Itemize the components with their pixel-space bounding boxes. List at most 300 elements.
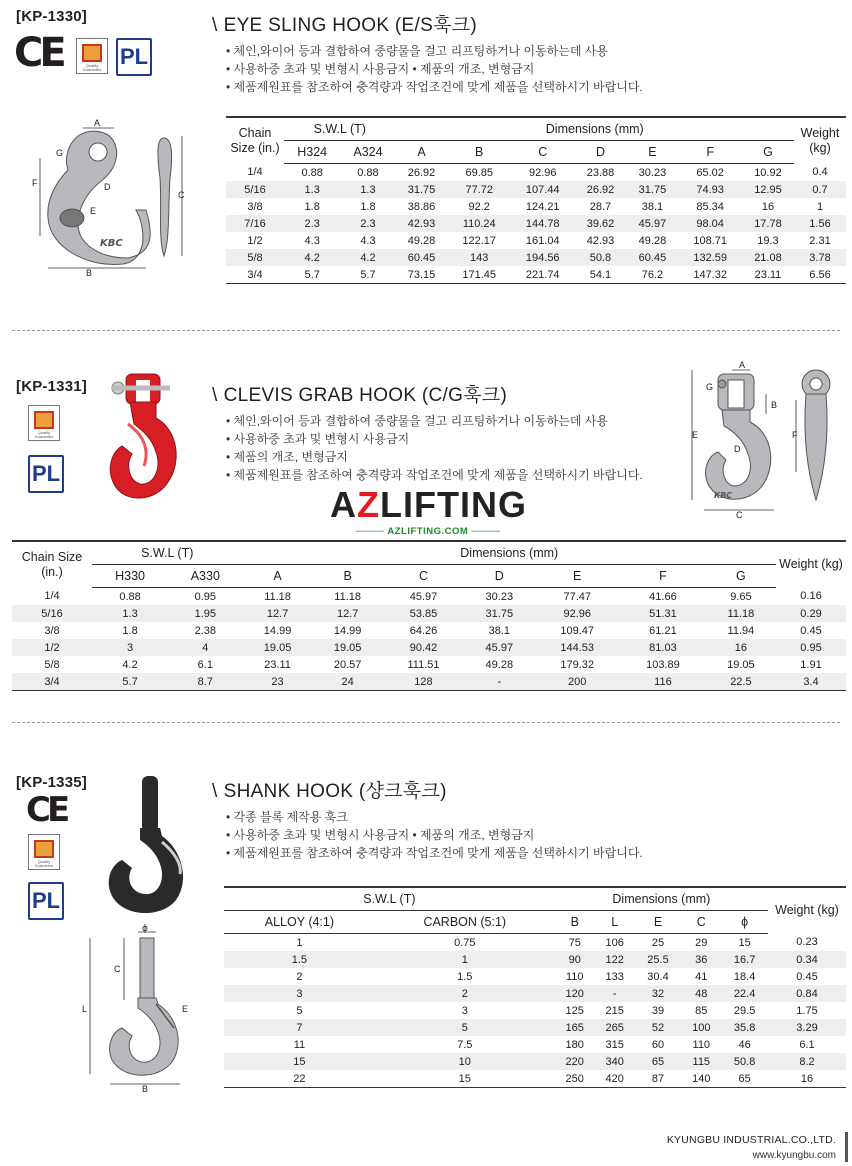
table-row bbox=[226, 181, 846, 198]
table-cell: 132.59 bbox=[678, 249, 742, 266]
col-header-weight: Weight (kg) bbox=[776, 541, 846, 588]
table-cell: 2 bbox=[375, 985, 555, 1002]
table-row bbox=[224, 1019, 846, 1036]
table-cell: 85.34 bbox=[696, 200, 724, 213]
product-notes-kp1335 bbox=[226, 808, 643, 862]
product-title-kp1330: \ EYE SLING HOOK (E/S훅크) bbox=[212, 15, 478, 36]
col-header-swl: S.W.L (T) bbox=[92, 541, 243, 565]
col-subheader: H330 bbox=[92, 565, 168, 588]
table-cell: 7 bbox=[224, 1019, 375, 1036]
table-cell: 29 bbox=[695, 936, 708, 949]
product-code-kp1330: [KP-1330] bbox=[16, 8, 87, 25]
table-row bbox=[224, 1070, 846, 1088]
col-header-swl: S.W.L (T) bbox=[284, 117, 396, 141]
svg-text:C: C bbox=[736, 510, 743, 520]
svg-text:ϕ: ϕ bbox=[142, 924, 148, 934]
table-cell: 60.45 bbox=[626, 249, 678, 266]
col-subheader: CARBON (5:1) bbox=[375, 911, 555, 934]
product-title-kp1331: \ CLEVIS GRAB HOOK (C/G훅크) bbox=[212, 385, 508, 406]
table-cell: 109.47 bbox=[560, 624, 595, 637]
table-row bbox=[12, 588, 846, 606]
table-row bbox=[12, 639, 846, 656]
table-cell: 32 bbox=[635, 985, 682, 1002]
table-cell: 1.75 bbox=[796, 1004, 818, 1017]
table-cell: 26.92 bbox=[575, 181, 627, 198]
table-cell: 3 bbox=[92, 639, 168, 656]
table-cell: 2 bbox=[296, 970, 303, 983]
table-row bbox=[224, 985, 846, 1002]
table-cell: 1.3 bbox=[92, 605, 168, 622]
shank-hook-photo bbox=[100, 772, 200, 922]
table-cell: 8.2 bbox=[768, 1053, 846, 1070]
table-cell: 19.05 bbox=[243, 639, 313, 656]
table-cell: 98.04 bbox=[678, 215, 742, 232]
table-cell: 110.24 bbox=[447, 215, 511, 232]
table-cell: 31.75 bbox=[464, 605, 534, 622]
table-cell: 2.3 bbox=[284, 215, 340, 232]
note-line: • 체인,와이어 등과 결합하여 중량물을 걸고 리프팅하거나 이동하는데 사용 bbox=[226, 44, 608, 58]
table-cell: 1.8 bbox=[122, 624, 138, 637]
table-cell: 38.86 bbox=[407, 200, 436, 213]
col-header-dimensions: Dimensions (mm) bbox=[243, 541, 777, 565]
table-cell: 0.23 bbox=[796, 936, 818, 949]
table-cell: 110 bbox=[692, 1038, 711, 1051]
table-cell: 3 bbox=[224, 985, 375, 1002]
product-title-kp1335: \ SHANK HOOK (샹크훅크) bbox=[212, 781, 447, 802]
table-cell: 6.1 bbox=[799, 1038, 815, 1051]
table-cell: 0.88 bbox=[357, 166, 379, 179]
table-cell: 45.97 bbox=[626, 215, 678, 232]
table-cell: 5.7 bbox=[284, 266, 340, 284]
table-cell: 31.75 bbox=[626, 181, 678, 198]
note-line: • 각종 블록 제작용 훅크 bbox=[226, 810, 348, 824]
table-cell: 115 bbox=[681, 1053, 721, 1070]
ce-mark-icon: CE bbox=[14, 30, 63, 76]
table-cell: 0.45 bbox=[800, 624, 822, 637]
table-cell: 4.2 bbox=[284, 249, 340, 266]
table-cell: 12.7 bbox=[243, 605, 313, 622]
note-line: • 제품의 개조, 변형금지 bbox=[226, 450, 348, 464]
table-row bbox=[224, 934, 846, 952]
section-divider bbox=[12, 330, 840, 331]
table-cell: 1.3 bbox=[340, 181, 395, 198]
table-row bbox=[226, 215, 846, 232]
col-subheader: C bbox=[681, 911, 721, 934]
spec-table-kp1330 bbox=[226, 116, 846, 284]
table-cell: 22 bbox=[224, 1070, 375, 1088]
table-cell: 4.2 bbox=[340, 249, 395, 266]
table-cell: 41.66 bbox=[649, 590, 677, 603]
table-cell: 50.8 bbox=[575, 249, 627, 266]
pl-insurance-icon: PL bbox=[116, 38, 152, 76]
svg-text:B: B bbox=[86, 268, 93, 278]
table-cell: 26.92 bbox=[407, 166, 436, 179]
table-cell: 5 bbox=[375, 1019, 555, 1036]
table-cell: 1/2 bbox=[12, 639, 92, 656]
table-cell: 21.08 bbox=[742, 249, 794, 266]
table-cell: 1.5 bbox=[224, 951, 375, 968]
table-cell: 1.56 bbox=[794, 215, 846, 232]
table-cell: 65 bbox=[635, 1053, 682, 1070]
note-line: • 제품제원표를 참조하여 충격량과 작업조건에 맞게 제품을 선택하시기 바랍니다. bbox=[226, 80, 643, 94]
table-cell: 52 bbox=[635, 1019, 682, 1036]
table-cell: 1.5 bbox=[457, 970, 473, 983]
table-cell: 60 bbox=[651, 1038, 665, 1051]
col-header-dimensions: Dimensions (mm) bbox=[396, 117, 794, 141]
svg-text:D: D bbox=[104, 182, 111, 192]
table-cell: 23.11 bbox=[264, 658, 291, 671]
table-cell: 15 bbox=[738, 936, 751, 949]
clevis-grab-hook-photo bbox=[98, 372, 188, 512]
col-subheader: E bbox=[626, 141, 678, 164]
table-cell: 49.28 bbox=[407, 234, 436, 247]
table-cell: 77.47 bbox=[563, 590, 591, 603]
quality-guarantee-icon: Quality Guarantee bbox=[28, 834, 60, 870]
pl-insurance-icon: PL bbox=[28, 882, 64, 920]
table-row bbox=[12, 656, 846, 673]
table-cell: 22.4 bbox=[721, 985, 768, 1002]
table-cell: 25.5 bbox=[635, 951, 682, 968]
table-cell: 0.7 bbox=[794, 181, 846, 198]
eye-sling-hook-diagram bbox=[28, 118, 204, 278]
table-cell: 0.4 bbox=[812, 166, 828, 179]
table-cell: 250 bbox=[555, 1070, 595, 1088]
table-cell: 23.11 bbox=[742, 266, 794, 284]
svg-text:F: F bbox=[792, 430, 798, 440]
ce-mark-icon: CE bbox=[26, 790, 67, 830]
quality-guarantee-icon: Quality Guarantee bbox=[28, 405, 60, 441]
table-cell: 11.18 bbox=[264, 590, 291, 603]
note-line: • 체인,와이어 등과 결합하여 중량물을 걸고 리프팅하거나 이동하는데 사용 bbox=[226, 414, 608, 428]
table-cell: 53.85 bbox=[383, 605, 465, 622]
svg-text:KBC: KBC bbox=[714, 491, 733, 500]
table-cell: 28.7 bbox=[589, 200, 612, 213]
table-cell: 108.71 bbox=[693, 234, 727, 247]
table-cell: 69.85 bbox=[465, 166, 493, 179]
table-cell: 38.1 bbox=[488, 624, 511, 637]
table-cell: 220 bbox=[555, 1053, 595, 1070]
table-cell: 39.62 bbox=[575, 215, 627, 232]
table-cell: 48 bbox=[681, 985, 721, 1002]
table-cell: 39 bbox=[651, 1004, 665, 1017]
table-cell: 1 bbox=[296, 936, 303, 949]
table-cell: - bbox=[595, 985, 635, 1002]
table-cell: 41 bbox=[695, 970, 708, 983]
product-code-kp1331: [KP-1331] bbox=[16, 378, 87, 395]
table-cell: 3.78 bbox=[794, 249, 846, 266]
table-cell: 116 bbox=[620, 673, 706, 691]
svg-text:E: E bbox=[90, 206, 97, 216]
table-cell: 107.44 bbox=[511, 181, 575, 198]
table-cell: 16 bbox=[706, 639, 776, 656]
table-cell: 24 bbox=[313, 673, 383, 691]
table-cell: 8.7 bbox=[168, 673, 242, 691]
table-cell: 0.88 bbox=[119, 590, 141, 603]
table-cell: 2.31 bbox=[809, 234, 831, 247]
table-cell: 2.38 bbox=[194, 624, 217, 637]
table-cell: 90 bbox=[555, 951, 595, 968]
svg-text:L: L bbox=[82, 1004, 88, 1014]
table-cell: 5/16 bbox=[12, 605, 92, 622]
table-cell: 7.5 bbox=[457, 1038, 473, 1051]
svg-text:A: A bbox=[94, 118, 101, 128]
table-cell: 0.95 bbox=[776, 639, 846, 656]
table-cell: 38.1 bbox=[641, 200, 664, 213]
table-cell: 49.28 bbox=[638, 234, 667, 247]
table-cell: 5.7 bbox=[92, 673, 168, 691]
col-subheader: G bbox=[706, 565, 776, 588]
table-cell: 30.23 bbox=[638, 166, 667, 179]
table-cell: 200 bbox=[534, 673, 620, 691]
table-row bbox=[226, 232, 846, 249]
table-cell: 5/8 bbox=[44, 658, 60, 671]
table-cell: 315 bbox=[605, 1038, 624, 1051]
svg-text:KBC: KBC bbox=[100, 238, 123, 249]
col-subheader: F bbox=[678, 141, 742, 164]
table-cell: 106 bbox=[605, 936, 624, 949]
footer-accent-bar bbox=[845, 1132, 848, 1162]
table-cell: 85 bbox=[695, 1004, 708, 1017]
col-subheader: L bbox=[595, 911, 635, 934]
col-subheader: D bbox=[464, 565, 534, 588]
table-row bbox=[226, 198, 846, 215]
table-cell: 0.84 bbox=[768, 985, 846, 1002]
table-cell: 77.72 bbox=[447, 181, 511, 198]
table-cell: 23 bbox=[243, 673, 313, 691]
svg-text:B: B bbox=[771, 400, 778, 410]
azlifting-url: ──── AZLIFTING.COM ──── bbox=[355, 526, 501, 537]
table-cell: 30.23 bbox=[485, 590, 514, 603]
table-cell: 10 bbox=[375, 1053, 555, 1070]
table-cell: 4.2 bbox=[122, 658, 138, 671]
table-cell: 0.88 bbox=[301, 166, 323, 179]
table-cell: 20.57 bbox=[333, 658, 362, 671]
product-code-kp1335: [KP-1335] bbox=[16, 774, 87, 791]
svg-text:C: C bbox=[114, 964, 121, 974]
svg-text:F: F bbox=[32, 178, 38, 188]
table-cell: 3/8 bbox=[44, 624, 60, 637]
table-cell: 16 bbox=[768, 1070, 846, 1088]
table-cell: 161.04 bbox=[525, 234, 560, 247]
col-subheader: A324 bbox=[340, 141, 395, 164]
table-cell: 87 bbox=[635, 1070, 682, 1088]
table-cell: 124.21 bbox=[525, 200, 560, 213]
clevis-grab-hook-diagram bbox=[688, 360, 848, 520]
table-cell: 0.29 bbox=[776, 605, 846, 622]
table-cell: 0.95 bbox=[194, 590, 217, 603]
table-cell: 36 bbox=[681, 951, 721, 968]
svg-text:A: A bbox=[739, 360, 746, 370]
table-cell: 6.56 bbox=[794, 266, 846, 284]
table-cell: 3/4 bbox=[12, 673, 92, 691]
col-subheader: B bbox=[313, 565, 383, 588]
table-cell: 11.94 bbox=[727, 624, 755, 637]
table-row bbox=[226, 249, 846, 266]
table-cell: 15 bbox=[375, 1070, 555, 1088]
table-cell: 1.91 bbox=[800, 658, 822, 671]
table-cell: 1.95 bbox=[168, 605, 242, 622]
table-cell: 5/16 bbox=[226, 181, 284, 198]
table-cell: 42.93 bbox=[586, 234, 615, 247]
table-cell: 54.1 bbox=[575, 266, 627, 284]
table-cell: 73.15 bbox=[396, 266, 448, 284]
pl-insurance-icon: PL bbox=[28, 455, 64, 493]
table-cell: 18.4 bbox=[733, 970, 756, 983]
col-header-weight: Weight (kg) bbox=[794, 117, 846, 164]
table-cell: 171.45 bbox=[447, 266, 511, 284]
col-header-chain-size: Chain Size (in.) bbox=[226, 117, 284, 164]
table-cell: 65.02 bbox=[696, 166, 724, 179]
table-cell: 75 bbox=[568, 936, 581, 949]
table-cell: 147.32 bbox=[678, 266, 742, 284]
shank-hook-diagram bbox=[80, 924, 200, 1094]
quality-guarantee-icon: Quality Guarantee bbox=[76, 38, 108, 74]
note-line: • 사용하중 초과 및 변형시 사용금지 bbox=[226, 432, 410, 446]
note-line: • 사용하중 초과 및 변형시 사용금지 • 제품의 개조, 변형금지 bbox=[226, 828, 535, 842]
table-cell: 3.29 bbox=[768, 1019, 846, 1036]
col-subheader: E bbox=[534, 565, 620, 588]
table-cell: 165 bbox=[555, 1019, 595, 1036]
col-subheader: B bbox=[447, 141, 511, 164]
col-header-swl: S.W.L (T) bbox=[224, 887, 555, 911]
svg-text:C: C bbox=[178, 190, 185, 200]
table-cell: - bbox=[464, 673, 534, 691]
table-row bbox=[12, 622, 846, 639]
table-cell: 340 bbox=[595, 1053, 635, 1070]
table-cell: 0.75 bbox=[454, 936, 476, 949]
col-subheader: A330 bbox=[168, 565, 242, 588]
table-cell: 103.89 bbox=[646, 658, 680, 671]
table-cell: 92.2 bbox=[468, 200, 490, 213]
table-cell: 50.8 bbox=[721, 1053, 768, 1070]
table-cell: 1 bbox=[375, 951, 555, 968]
col-subheader: E bbox=[635, 911, 682, 934]
col-header-weight: Weight (kg) bbox=[768, 887, 846, 934]
col-subheader: C bbox=[383, 565, 465, 588]
footer-company: KYUNGBU INDUSTRIAL.CO.,LTD. bbox=[666, 1134, 836, 1146]
table-cell: 1 bbox=[816, 200, 824, 213]
col-header-chain-size: Chain Size (in.) bbox=[12, 541, 92, 588]
footer-website: www.kyungbu.com bbox=[752, 1150, 836, 1161]
product-notes-kp1331 bbox=[226, 412, 643, 484]
table-cell: 5 bbox=[296, 1004, 303, 1017]
product-notes-kp1330 bbox=[226, 42, 643, 96]
col-subheader: G bbox=[742, 141, 794, 164]
svg-text:E: E bbox=[182, 1004, 189, 1014]
table-cell: 110 bbox=[565, 970, 584, 983]
table-cell: 35.8 bbox=[721, 1019, 768, 1036]
table-cell: 90.42 bbox=[383, 639, 465, 656]
table-cell: 92.96 bbox=[534, 605, 620, 622]
table-row bbox=[12, 605, 846, 622]
svg-text:E: E bbox=[692, 430, 699, 440]
table-cell: 3.4 bbox=[776, 673, 846, 691]
table-cell: 3/8 bbox=[247, 200, 263, 213]
col-subheader: F bbox=[620, 565, 706, 588]
svg-text:B: B bbox=[142, 1084, 149, 1094]
table-cell: 215 bbox=[605, 1004, 624, 1017]
table-cell: 1.3 bbox=[284, 181, 340, 198]
table-cell: 4.3 bbox=[360, 234, 376, 247]
note-line: • 제품제원표를 참조하여 충격량과 작업조건에 맞게 제품을 선택하시기 바랍니다. bbox=[226, 846, 643, 860]
table-cell: 16.7 bbox=[721, 951, 768, 968]
col-subheader: A bbox=[396, 141, 448, 164]
table-cell: 120 bbox=[555, 985, 595, 1002]
table-cell: 15 bbox=[224, 1053, 375, 1070]
note-line: • 사용하중 초과 및 변형시 사용금지 • 제품의 개조, 변형금지 bbox=[226, 62, 535, 76]
table-cell: 14.99 bbox=[333, 624, 362, 637]
table-cell: 144.78 bbox=[511, 215, 575, 232]
table-cell: 111.51 bbox=[407, 658, 440, 671]
spec-table-kp1335 bbox=[224, 886, 846, 1088]
table-cell: 14.99 bbox=[263, 624, 292, 637]
table-cell: 65 bbox=[721, 1070, 768, 1088]
col-subheader: C bbox=[511, 141, 575, 164]
col-subheader: A bbox=[243, 565, 313, 588]
table-cell: 60.45 bbox=[396, 249, 448, 266]
table-cell: 179.32 bbox=[560, 658, 595, 671]
table-cell: 11.18 bbox=[706, 605, 776, 622]
table-cell: 49.28 bbox=[485, 658, 514, 671]
table-cell: 11.18 bbox=[334, 590, 362, 603]
table-row bbox=[12, 673, 846, 691]
table-cell: 19.3 bbox=[757, 234, 779, 247]
table-cell: 5/8 bbox=[226, 249, 284, 266]
table-cell: 31.75 bbox=[396, 181, 448, 198]
table-cell: 10.92 bbox=[754, 166, 782, 179]
table-row bbox=[224, 1036, 846, 1053]
svg-text:D: D bbox=[734, 444, 741, 454]
table-cell: 3/4 bbox=[226, 266, 284, 284]
table-row bbox=[224, 951, 846, 968]
table-row bbox=[226, 164, 846, 182]
col-subheader: H324 bbox=[284, 141, 340, 164]
table-cell: 4 bbox=[168, 639, 242, 656]
azlifting-logo: AZLIFTING bbox=[330, 484, 527, 525]
table-cell: 133 bbox=[605, 970, 624, 983]
table-cell: 7/16 bbox=[226, 215, 284, 232]
table-cell: 9.65 bbox=[730, 590, 752, 603]
table-cell: 265 bbox=[595, 1019, 635, 1036]
table-cell: 11 bbox=[293, 1038, 306, 1051]
table-cell: 76.2 bbox=[626, 266, 678, 284]
col-subheader: ϕ bbox=[721, 911, 768, 934]
table-cell: 125 bbox=[565, 1004, 584, 1017]
table-row bbox=[224, 968, 846, 985]
col-header-dimensions: Dimensions (mm) bbox=[555, 887, 768, 911]
table-cell: 42.93 bbox=[396, 215, 448, 232]
col-subheader: ALLOY (4:1) bbox=[224, 911, 375, 934]
table-cell: 29.5 bbox=[733, 1004, 756, 1017]
table-cell: 100 bbox=[681, 1019, 721, 1036]
table-cell: 194.56 bbox=[511, 249, 575, 266]
table-cell: 30.4 bbox=[647, 970, 669, 983]
table-cell: 12.7 bbox=[313, 605, 383, 622]
table-cell: 143 bbox=[447, 249, 511, 266]
svg-text:G: G bbox=[56, 148, 64, 158]
table-cell: 17.78 bbox=[742, 215, 794, 232]
table-cell: 420 bbox=[595, 1070, 635, 1088]
table-cell: 74.93 bbox=[678, 181, 742, 198]
table-cell: 19.05 bbox=[727, 658, 755, 671]
table-cell: 221.74 bbox=[511, 266, 575, 284]
azlifting-watermark bbox=[330, 484, 526, 537]
table-cell: 122 bbox=[595, 951, 635, 968]
table-cell: 180 bbox=[565, 1038, 584, 1051]
table-cell: 51.31 bbox=[620, 605, 706, 622]
section-divider bbox=[12, 722, 840, 723]
table-cell: 45.97 bbox=[464, 639, 534, 656]
